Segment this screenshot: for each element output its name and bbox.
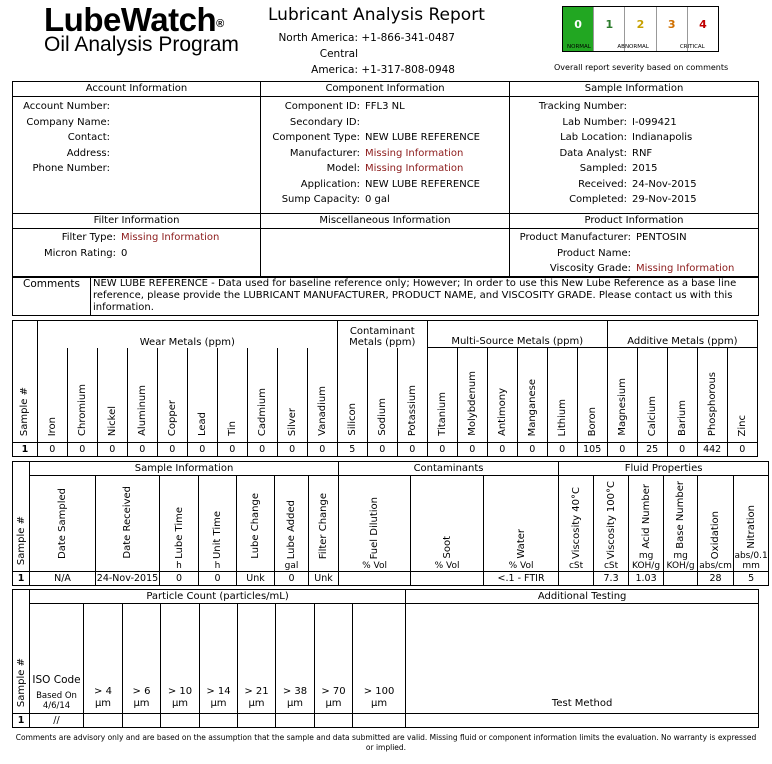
metal-value: 0: [277, 443, 307, 457]
metal-value: 0: [517, 443, 547, 457]
severity-label: ABNORMAL: [617, 44, 649, 50]
particle-col: > 4 µm: [84, 604, 123, 714]
sample-info-value: N/A: [30, 572, 96, 586]
col-unit: % Vol: [508, 561, 534, 571]
info-label: Viscosity Grade:: [549, 263, 631, 274]
info-row: [13, 230, 260, 246]
col-name: Date Sampled: [57, 488, 68, 559]
particle-value: [238, 714, 276, 728]
col-unit: abs/0.1 mm: [734, 551, 768, 571]
info-label: Manufacturer:: [289, 147, 360, 159]
sample-info-col: [484, 476, 559, 572]
metal-name: Potassium: [406, 384, 418, 436]
metal-name: Titanium: [436, 392, 448, 436]
info-label: Sump Capacity:: [281, 194, 360, 205]
info-value: 0: [121, 247, 128, 259]
severity-level-0: [563, 7, 593, 51]
logo-title: LubeWatch®: [44, 1, 224, 38]
severity-number: 2: [636, 18, 645, 31]
info-label: Application:: [300, 178, 360, 190]
particle-value: [406, 714, 759, 728]
col-name: Oxidation: [710, 510, 722, 559]
info-label: Filter Type:: [61, 232, 116, 243]
metal-col-sodium: [367, 348, 397, 443]
metal-name: Aluminum: [136, 385, 148, 436]
product-header: Product Information: [510, 214, 759, 229]
sample-info-value: Unk: [237, 572, 275, 586]
sample-info-value: <.1 - FTIR: [484, 572, 559, 586]
sample-info-col: [160, 476, 199, 572]
filter-info: [13, 229, 261, 278]
info-value: NEW LUBE REFERENCE: [365, 178, 480, 190]
info-value: NEW LUBE REFERENCE: [365, 132, 480, 143]
col-name: Lube Added: [286, 499, 297, 559]
additional-testing-header: Additional Testing: [406, 590, 759, 604]
sample-info-value: [559, 572, 594, 586]
severity-level-2: [617, 7, 655, 51]
sample-info-col: [339, 476, 411, 572]
info-row: [261, 177, 509, 193]
metal-value: 0: [427, 443, 457, 457]
misc-info: [261, 229, 510, 278]
severity-label: NORMAL: [567, 44, 591, 50]
group-contam-header: Contaminants: [339, 462, 559, 476]
group-contam-header: Contaminant Metals (ppm): [337, 321, 427, 348]
info-row: [510, 130, 758, 146]
info-row: [261, 115, 509, 131]
metal-name: Boron: [586, 406, 598, 436]
phone-north-america: North America: +1-866-341-0487: [278, 32, 455, 44]
info-row: [261, 99, 509, 115]
particle-count-table: [12, 589, 759, 728]
metal-name: Silver: [286, 407, 298, 436]
group-additive-header: Additive Metals (ppm): [607, 321, 757, 348]
particle-col: > 10 µm: [161, 604, 200, 714]
info-value: Missing Information: [636, 263, 735, 274]
metal-col-antimony: [487, 348, 517, 443]
sample-info-table: [12, 461, 769, 586]
info-row: [261, 146, 509, 162]
info-value: 2015: [632, 163, 658, 174]
sample-info: [510, 97, 759, 214]
info-label: Secondary ID:: [289, 116, 360, 128]
sample-info-value: 1: [13, 572, 30, 586]
severity-number: 3: [667, 18, 676, 31]
component-info: [261, 97, 510, 214]
col-name: Lube Time: [173, 507, 185, 559]
sample-number-header: [13, 321, 38, 443]
particle-col: > 21 µm: [238, 604, 276, 714]
info-label: Completed:: [569, 194, 627, 205]
metal-name: Cadmium: [256, 387, 268, 436]
info-label: Sampled:: [579, 163, 627, 174]
info-row: [13, 130, 260, 146]
metal-col-boron: [577, 348, 607, 443]
sample-info-col: [309, 476, 339, 572]
sample-info-col: [559, 476, 594, 572]
metal-name: Magnesium: [616, 378, 628, 436]
sample-number-header: [13, 462, 30, 572]
info-label: Data Analyst:: [559, 147, 627, 159]
info-row: [510, 230, 758, 246]
sample-info-value: 0: [160, 572, 199, 586]
particle-count-header: Particle Count (particles/mL): [30, 590, 406, 604]
metal-name: Iron: [46, 416, 58, 436]
severity-number: 1: [605, 18, 614, 31]
metal-col-potassium: [397, 348, 427, 443]
metal-value: 25: [637, 443, 667, 457]
col-name: Fuel Dilution: [369, 496, 381, 559]
metal-name: Manganese: [526, 378, 538, 436]
metal-col-lithium: [547, 348, 577, 443]
sample-info-col: [30, 476, 96, 572]
info-row: [261, 192, 509, 208]
info-row: [510, 115, 758, 131]
group-multi-header: Multi-Source Metals (ppm): [427, 321, 607, 348]
info-label: Phone Number:: [32, 163, 110, 174]
metal-name: Barium: [676, 400, 688, 436]
col-name: Filter Change: [318, 492, 330, 559]
col-name: Viscosity 100°C: [605, 480, 617, 559]
col-name: Water: [515, 529, 527, 559]
info-row: [510, 161, 758, 177]
metal-col-phosphorous: [697, 348, 727, 443]
info-label: Micron Rating:: [43, 247, 116, 259]
info-value: RNF: [632, 147, 653, 159]
info-value: FFL3 NL: [365, 101, 405, 112]
sample-info-value: 1.03: [629, 572, 664, 586]
info-label: Lab Location:: [560, 132, 627, 143]
metal-name: Molybdenum: [466, 371, 478, 436]
metal-name: Copper: [166, 399, 178, 436]
metal-col-barium: [667, 348, 697, 443]
metal-value: 0: [157, 443, 187, 457]
info-label: Component ID:: [284, 101, 360, 112]
info-row: [510, 99, 758, 115]
info-value: 24-Nov-2015: [632, 178, 697, 190]
metal-col-titanium: [427, 348, 457, 443]
metal-value: 0: [367, 443, 397, 457]
info-row: [510, 261, 758, 277]
particle-col: > 38 µm: [276, 604, 315, 714]
info-value: 29-Nov-2015: [632, 194, 697, 205]
col-name: Unit Time: [212, 510, 223, 559]
metal-col-iron: [37, 348, 67, 443]
info-label: Model:: [326, 163, 360, 174]
metal-value: 105: [577, 443, 607, 457]
sample-info-value: [339, 572, 411, 586]
sample-info-col: [698, 476, 734, 572]
col-unit: cSt: [603, 561, 619, 571]
metal-name: Lead: [196, 411, 208, 436]
particle-col: > 70 µm: [315, 604, 353, 714]
metal-value: 0: [727, 443, 757, 457]
particle-value: [315, 714, 353, 728]
particle-value: [123, 714, 161, 728]
sample-info-value: [411, 572, 484, 586]
particle-col: > 6 µm: [123, 604, 161, 714]
metals-table: [12, 320, 758, 457]
iso-code-col: [30, 604, 84, 714]
sample-info-col: [734, 476, 769, 572]
info-row: [13, 246, 260, 262]
info-row: [510, 246, 758, 262]
metal-name: Phosphorous: [706, 371, 718, 436]
particle-value: [353, 714, 406, 728]
particle-value: [161, 714, 200, 728]
particle-value: //: [30, 714, 84, 728]
group-wear-header: Wear Metals (ppm): [37, 321, 337, 348]
metal-name: Tin: [226, 421, 238, 436]
footer-disclaimer: Comments are advisory only and are based on the assumption that the sample and data submitted are valid. Missing fluid or component information limits the evaluation. No warranty is expressed or implied.: [15, 733, 757, 752]
sample-info-col: [594, 476, 629, 572]
metal-value: 0: [67, 443, 97, 457]
metal-col-molybdenum: [457, 348, 487, 443]
particle-value: [84, 714, 123, 728]
sample-number-label: Sample #: [15, 515, 27, 565]
sample-info-value: 7.3: [594, 572, 629, 586]
severity-label: CRITICAL: [679, 44, 705, 50]
sample-header: Sample Information: [510, 82, 759, 97]
info-label: Address:: [66, 147, 110, 159]
metal-value: 0: [307, 443, 337, 457]
info-row: [13, 99, 260, 115]
info-label: Account Number:: [23, 101, 110, 112]
metal-col-magnesium: [607, 348, 637, 443]
comments-table: [12, 276, 759, 316]
particle-value: [276, 714, 315, 728]
logo-subtitle: Oil Analysis Program: [44, 33, 239, 56]
particle-col: Test Method: [406, 604, 759, 714]
metal-value: 0: [127, 443, 157, 457]
metal-value: 0: [247, 443, 277, 457]
metal-col-cadmium: [247, 348, 277, 443]
metal-col-aluminum: [127, 348, 157, 443]
sample-number-label: Sample #: [19, 386, 31, 436]
info-value: I-099421: [632, 116, 677, 128]
info-label: Tracking Number:: [538, 101, 627, 112]
sample-info-value: 5: [734, 572, 769, 586]
info-value: PENTOSIN: [636, 232, 687, 243]
col-unit: mg KOH/g: [632, 551, 661, 571]
severity-level-4: [679, 7, 718, 51]
info-value: Indianapolis: [632, 132, 693, 143]
col-unit: % Vol: [434, 561, 460, 571]
info-value: Missing Information: [365, 147, 464, 159]
severity-number: 0: [574, 18, 582, 31]
col-unit: gal: [284, 561, 299, 571]
col-name: Nitration: [745, 505, 757, 549]
info-row: [13, 115, 260, 131]
info-label: Product Manufacturer:: [519, 232, 631, 243]
metal-value: 0: [397, 443, 427, 457]
info-row: [510, 177, 758, 193]
col-name: Acid Number: [640, 484, 652, 549]
info-row: [13, 161, 260, 177]
sample-info-value: Unk: [309, 572, 339, 586]
component-header: Component Information: [261, 82, 510, 97]
info-row: [510, 146, 758, 162]
metal-col-tin: [217, 348, 247, 443]
sample-info-col: [664, 476, 698, 572]
col-name: Soot: [441, 536, 453, 559]
info-label: Lab Number:: [562, 116, 627, 128]
group-fluid-header: Fluid Properties: [559, 462, 769, 476]
comments-text: NEW LUBE REFERENCE - Data used for baseline reference only; However; In order to use this New Lube Reference as a base line reference, please provide the LUBRICANT MANUFACTURER, PRODUCT NAME, and VISCOSITY GRADE. Please contact us with this information.: [91, 277, 759, 316]
metal-col-calcium: [637, 348, 667, 443]
info-label: Product Name:: [556, 247, 631, 259]
group-info-header: Sample Information: [30, 462, 339, 476]
metal-name: Silicon: [346, 403, 358, 436]
metal-name: Calcium: [646, 395, 658, 436]
metal-value: 0: [187, 443, 217, 457]
col-name: Base Number: [675, 481, 687, 549]
info-row: [13, 146, 260, 162]
phone-central-america: Central America: +1-317-808-0948: [311, 48, 455, 76]
metal-value: 0: [547, 443, 577, 457]
metal-name: Sodium: [376, 398, 388, 436]
metal-value: 0: [217, 443, 247, 457]
metal-col-zinc: [727, 348, 757, 443]
iso-code-label: ISO Code: [32, 674, 81, 686]
metal-value: 0: [97, 443, 127, 457]
metal-value: 0: [487, 443, 517, 457]
metal-name: Vanadium: [316, 386, 328, 436]
info-value: Missing Information: [121, 232, 220, 243]
comments-label: Comments: [13, 277, 91, 316]
info-label: Received:: [578, 178, 627, 190]
col-unit: mg KOH/g: [666, 551, 695, 571]
sample-info-value: 0: [275, 572, 309, 586]
report-title: Lubricant Analysis Report: [268, 5, 485, 25]
sample-info-col: [96, 476, 160, 572]
info-label: Component Type:: [272, 132, 360, 143]
metal-col-silver: [277, 348, 307, 443]
account-header: Account Information: [13, 82, 261, 97]
particle-col: > 14 µm: [200, 604, 238, 714]
col-unit: h: [214, 561, 221, 571]
sample-info-value: 24-Nov-2015: [96, 573, 159, 584]
iso-code-sub: Based On 4/6/14: [36, 691, 77, 711]
sample-info-value: 0: [199, 572, 237, 586]
sample-info-col: [411, 476, 484, 572]
info-row: [510, 192, 758, 208]
info-label: Contact:: [67, 132, 110, 143]
col-name: Viscosity 40°C: [570, 487, 582, 559]
metal-name: Zinc: [736, 414, 748, 436]
metal-value: 0: [607, 443, 637, 457]
sample-info-value: [664, 572, 698, 586]
sample-info-col: [237, 476, 275, 572]
metal-col-lead: [187, 348, 217, 443]
particle-value: [200, 714, 238, 728]
col-name: Lube Change: [250, 493, 261, 559]
account-info: [13, 97, 261, 214]
metal-col-silicon: [337, 348, 367, 443]
info-row: [261, 130, 509, 146]
metal-value: 0: [37, 443, 67, 457]
metal-value: 5: [337, 443, 367, 457]
particle-col: > 100 µm: [353, 604, 406, 714]
metal-name: Lithium: [556, 398, 568, 436]
metal-col-chromium: [67, 348, 97, 443]
metal-name: Nickel: [106, 405, 118, 436]
metal-value: 0: [667, 443, 697, 457]
col-name: Date Received: [122, 486, 133, 559]
sample-number-label: Sample #: [15, 657, 27, 707]
severity-number: 4: [699, 18, 707, 31]
col-unit: % Vol: [362, 561, 387, 571]
metal-value: 0: [457, 443, 487, 457]
product-info: [510, 229, 759, 278]
filter-header: Filter Information: [13, 214, 261, 229]
info-table: [12, 81, 759, 278]
sample-number-header: [13, 590, 30, 714]
misc-header: Miscellaneous Information: [261, 214, 510, 229]
info-row: [261, 161, 509, 177]
metal-col-copper: [157, 348, 187, 443]
sample-info-col: [275, 476, 309, 572]
metal-col-manganese: [517, 348, 547, 443]
info-value: 0 gal: [365, 194, 390, 205]
metal-value: 1: [13, 443, 38, 457]
metal-name: Chromium: [76, 384, 88, 436]
sample-info-value: 28: [698, 572, 734, 586]
info-value: Missing Information: [365, 163, 464, 174]
sample-info-col: [629, 476, 664, 572]
sample-info-col: [199, 476, 237, 572]
col-unit: cSt: [568, 561, 584, 571]
col-unit: abs/cm: [699, 561, 732, 571]
metal-col-nickel: [97, 348, 127, 443]
metal-name: Antimony: [496, 388, 508, 436]
col-unit: h: [176, 561, 182, 571]
severity-indicator: [562, 6, 719, 52]
severity-caption: Overall report severity based on comments: [554, 63, 729, 72]
info-label: Company Name:: [26, 116, 110, 128]
metal-col-vanadium: [307, 348, 337, 443]
metal-value: 442: [697, 443, 727, 457]
particle-value: 1: [13, 714, 30, 728]
